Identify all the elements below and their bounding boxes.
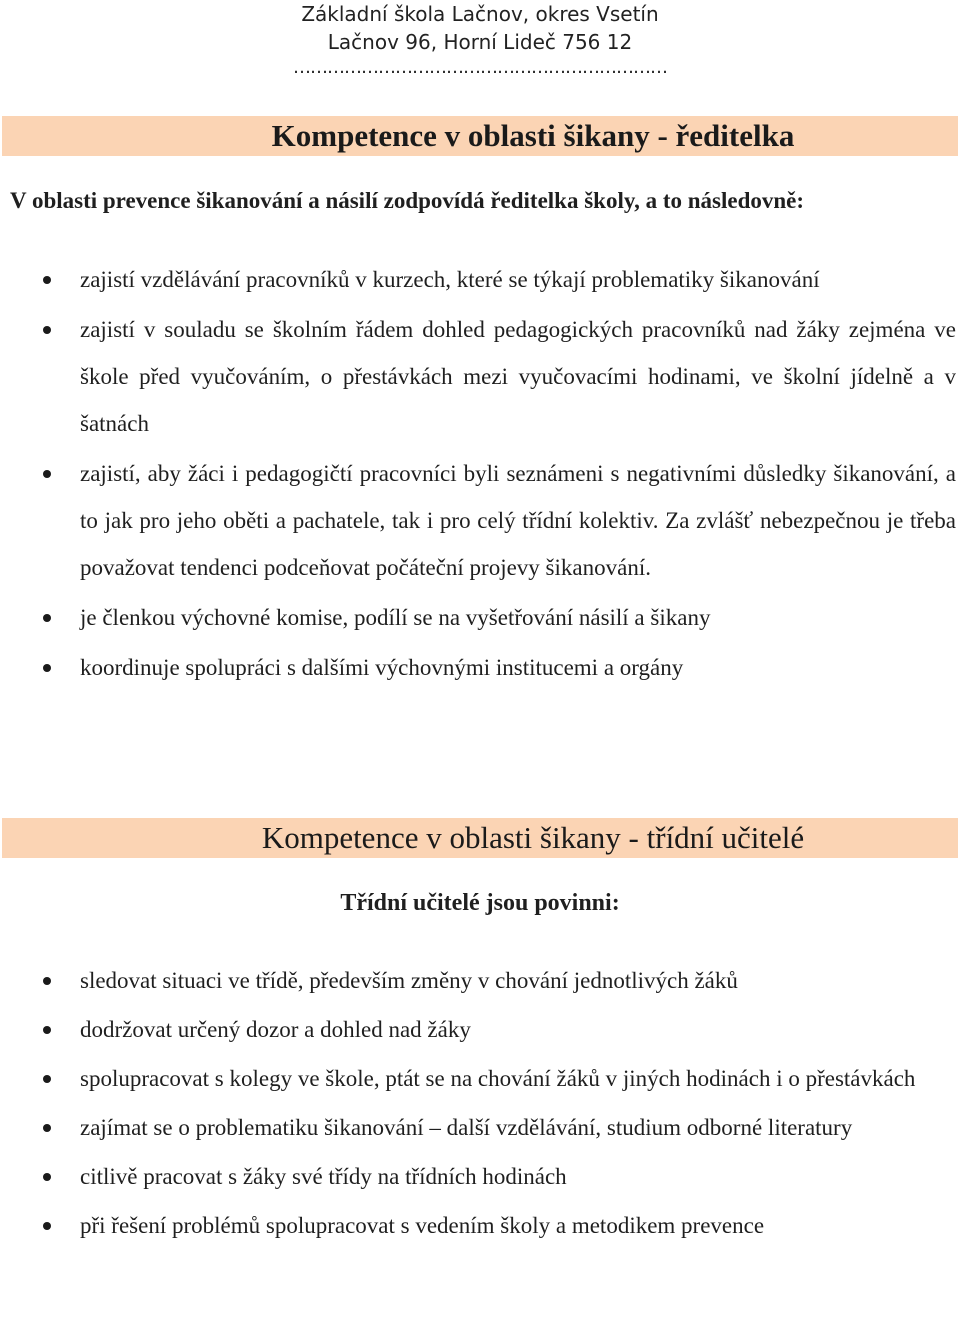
teacher-duties-list — [0, 957, 960, 1249]
section-title-band-director — [2, 116, 958, 156]
list-item: sledovat situaci ve třídě, především změny v chování jednotlivých žáků — [0, 957, 960, 1004]
list-item: při řešení problémů spolupracovat s vedením školy a metodikem prevence — [0, 1202, 960, 1249]
list-item: spolupracovat s kolegy ve škole, ptát se na chování žáků v jiných hodinách i o přestávkách — [0, 1055, 960, 1102]
intro-text: V oblasti prevence šikanování a násilí zodpovídá ředitelka školy, a to následovně: — [10, 188, 805, 213]
section-title-teachers: Kompetence v oblasti šikany - třídní učitelé — [261, 820, 805, 855]
list-item: dodržovat určený dozor a dohled nad žáky — [0, 1006, 960, 1053]
list-item: citlivě pracovat s žáky své třídy na třídních hodinách — [0, 1153, 960, 1200]
bullet-icon — [43, 1075, 51, 1083]
bullet-icon — [43, 1173, 51, 1181]
school-header — [0, 0, 960, 56]
list-item: zajistí v souladu se školním řádem dohled pedagogických pracovníků nad žáky zejména ve škole před vyučováním, o přestávkách mezi vyučovacími hodinami, ve školní jídelně a v šatnách — [0, 306, 960, 447]
section-title-band-teachers — [2, 818, 958, 858]
list-item: zajistí vzdělávání pracovníků v kurzech, které se týkají problematiky šikanování — [0, 256, 960, 303]
header-separator: ………………………………………………………… — [293, 57, 667, 78]
list-item: zajímat se o problematiku šikanování – další vzdělávání, studium odborné literatury — [0, 1104, 960, 1151]
section-title-director: Kompetence v oblasti šikany - ředitelka — [271, 118, 795, 153]
teachers-subtitle: Třídní učitelé jsou povinni: — [340, 890, 620, 916]
bullet-icon — [43, 977, 51, 985]
bullet-icon — [43, 1222, 51, 1230]
bullet-icon — [43, 664, 51, 672]
bullet-icon — [43, 1026, 51, 1034]
list-item: koordinuje spolupráci s dalšími výchovnými institucemi a orgány — [0, 644, 960, 691]
bullet-icon — [43, 276, 51, 284]
list-item: zajistí, aby žáci i pedagogičtí pracovníci byli seznámeni s negativními důsledky šikanování, a to jak pro jeho oběti a pachatele, tak i pro celý třídní kolektiv. Za zvlášť nebezpečnou je třeba považovat tendenci podceňovat počáteční projevy šikanování. — [0, 450, 960, 591]
director-duties-list — [0, 256, 960, 691]
school-address: Lačnov 96, Horní Lideč 756 12 — [327, 30, 633, 54]
school-name: Základní škola Lačnov, okres Vsetín — [301, 2, 659, 26]
bullet-icon — [43, 614, 51, 622]
bullet-icon — [43, 326, 51, 334]
bullet-icon — [43, 1124, 51, 1132]
list-item: je členkou výchovné komise, podílí se na vyšetřování násilí a šikany — [0, 594, 960, 641]
bullet-icon — [43, 470, 51, 478]
